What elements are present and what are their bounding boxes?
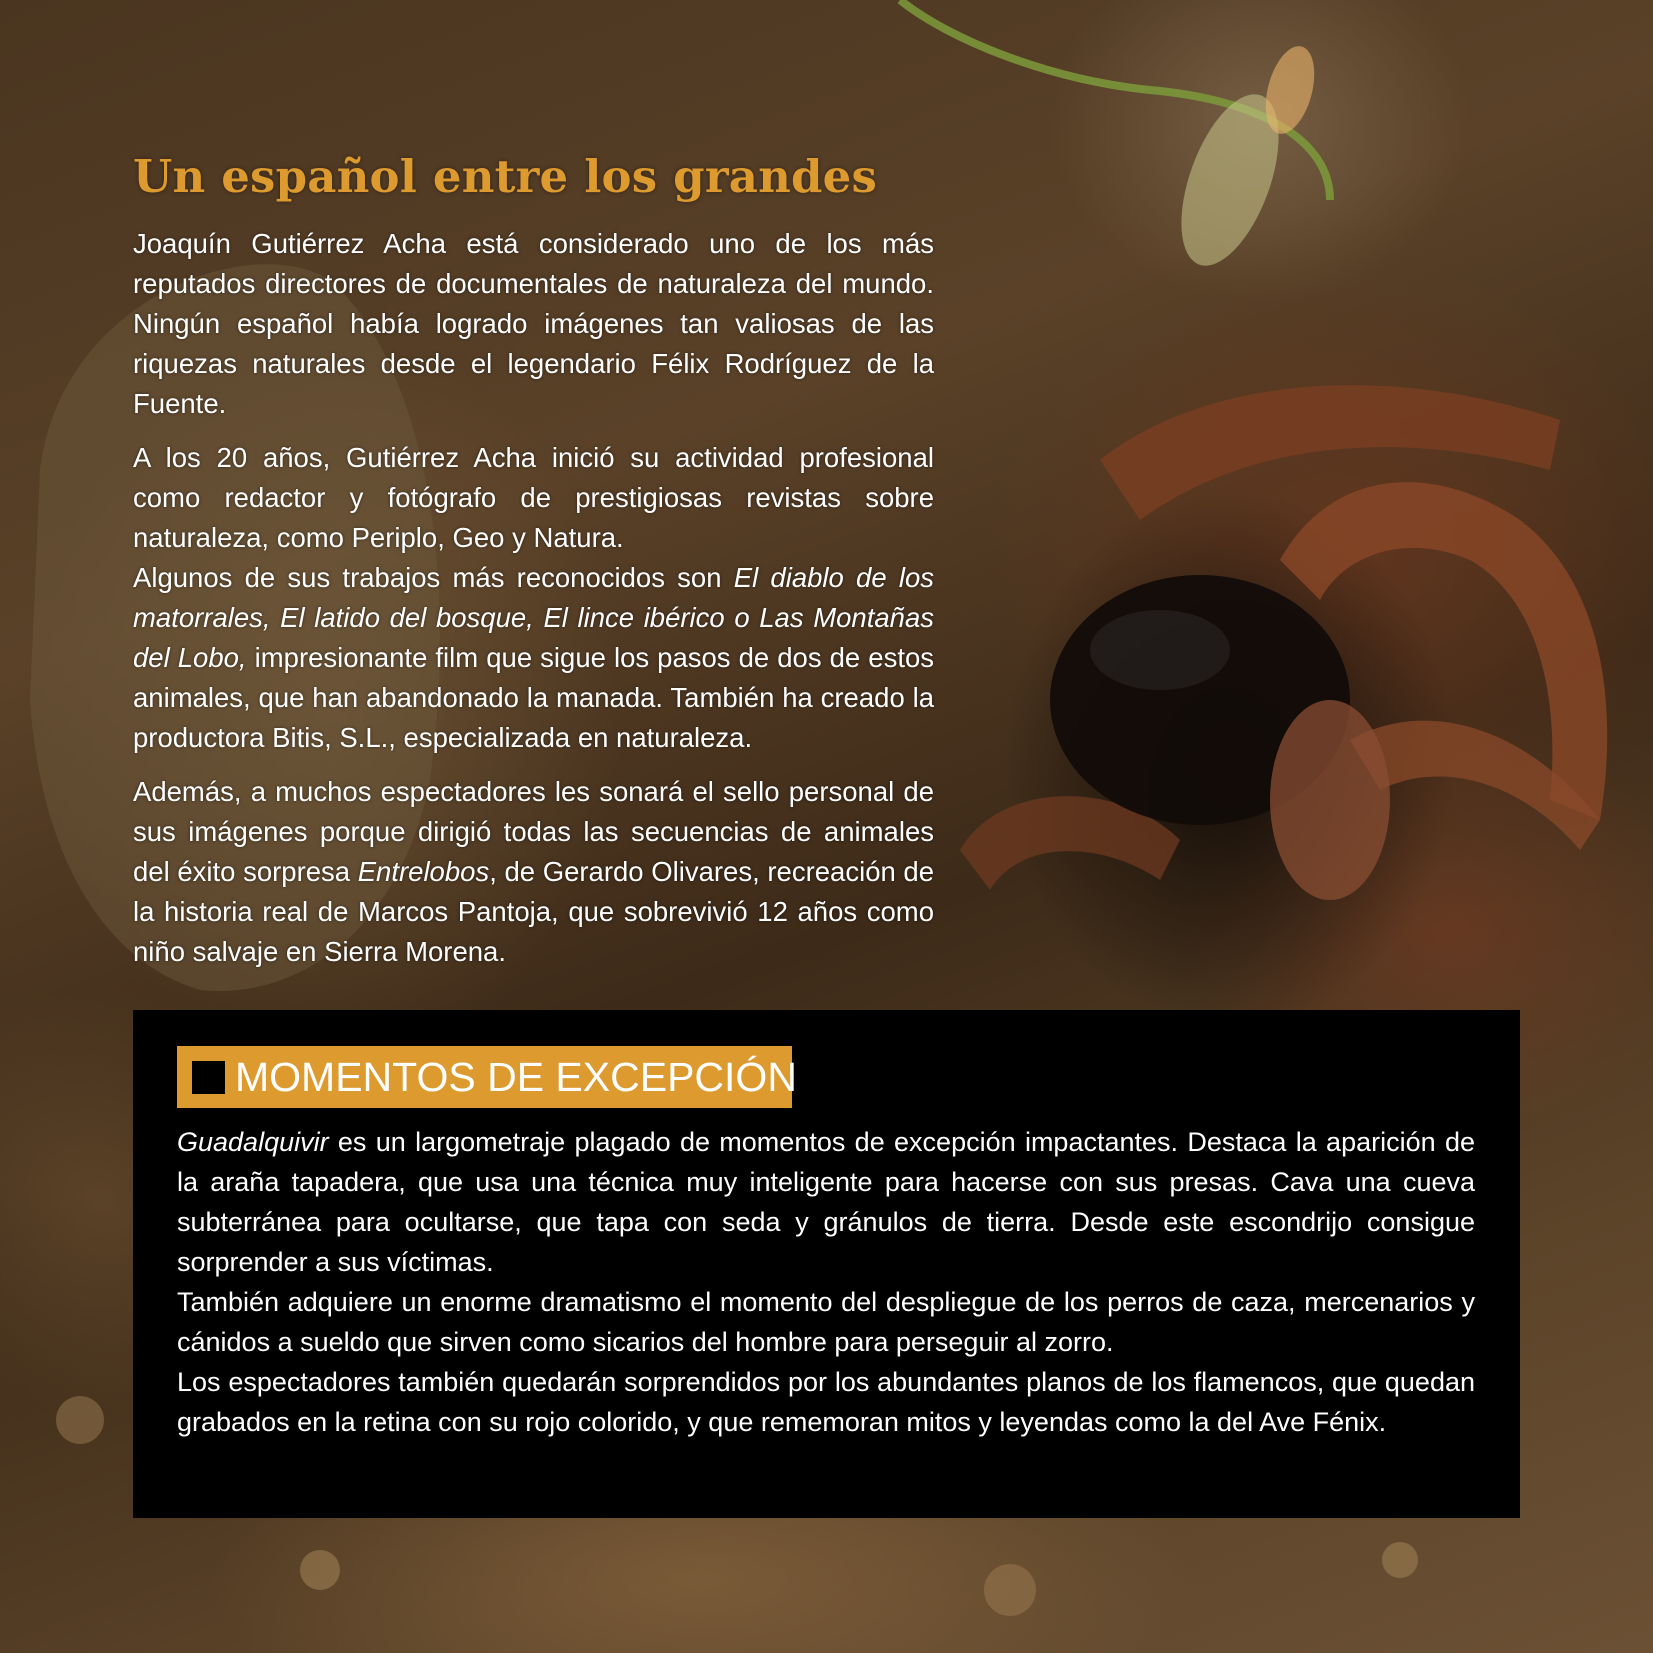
- article-paragraph-4: [133, 772, 934, 972]
- film-title: Las Montañas del Lobo,: [133, 602, 934, 673]
- article-paragraph-3: [133, 558, 934, 758]
- section-title: Un español entre los grandes: [133, 150, 878, 203]
- article-paragraph-2: A los 20 años, Gutiérrez Acha inició su actividad profesional como redactor y fotógrafo de prestigiosas revistas sobre naturaleza, como Periplo, Geo y Natura.: [133, 442, 934, 553]
- box-body: [177, 1122, 1475, 1442]
- separator: o: [724, 602, 760, 633]
- paragraph-text: , de Gerardo Olivares, recreación de la historia real de Marcos Pantoja, que sobrevivió 12 años como niño salvaje en Sierra Morena.: [133, 856, 935, 967]
- paragraph-text: impresionante film que sigue los pasos de dos de estos animales, que han abandonado la manada. También ha creado la productora Bitis, S.L., especializada en naturaleza.: [133, 642, 935, 753]
- film-title: El latido del bosque: [280, 602, 527, 633]
- separator: ,: [262, 602, 281, 633]
- article-paragraph-1: Joaquín Gutiérrez Acha está considerado uno de los más reputados directores de documentales de naturaleza del mundo. Ningún español había logrado imágenes tan valiosas de las riquezas naturales desde el legendario Félix Rodríguez de la Fuente.: [133, 228, 934, 419]
- film-title: Guadalquivir: [177, 1127, 329, 1157]
- sidebar-box: [133, 1010, 1520, 1518]
- article-column: [133, 224, 934, 972]
- square-bullet-icon: [192, 1061, 225, 1094]
- box-paragraph-2: También adquiere un enorme dramatismo el momento del despliegue de los perros de caza, mercenarios y cánidos a sueldo que sirven como sicarios del hombre para perseguir al zorro.: [177, 1287, 1475, 1357]
- box-heading-text: MOMENTOS DE EXCEPCIÓN: [235, 1054, 797, 1100]
- film-title: Entrelobos: [357, 856, 490, 887]
- paragraph-text: Además, a muchos espectadores les sonará el sello personal de sus imágenes porque dirigió todas las secuencias de animales del éxito sorpresa: [133, 776, 934, 887]
- paragraph-text: es un largometraje plagado de momentos de excepción impactantes. Destaca la aparición de la araña tapadera, que usa una técnica muy inteligente para hacerse con sus presas. Cava una cueva subterránea para ocultarse, que tapa con seda y gránulos de tierra. Desde este escondrijo consigue sorprender a sus víctimas.: [177, 1127, 1475, 1277]
- paragraph-text: Algunos de sus trabajos más reconocidos son: [133, 562, 734, 593]
- film-title: El lince ibérico: [543, 602, 725, 633]
- box-paragraph-1: [177, 1122, 1475, 1282]
- film-title: El diablo de los matorrales: [133, 562, 934, 633]
- box-heading: [177, 1046, 797, 1108]
- separator: ,: [526, 602, 544, 633]
- box-paragraph-3: Los espectadores también quedarán sorprendidos por los abundantes planos de los flamencos, que quedan grabados en la retina con su rojo colorido, y que rememoran mitos y leyendas como la del Ave Fénix.: [177, 1367, 1475, 1437]
